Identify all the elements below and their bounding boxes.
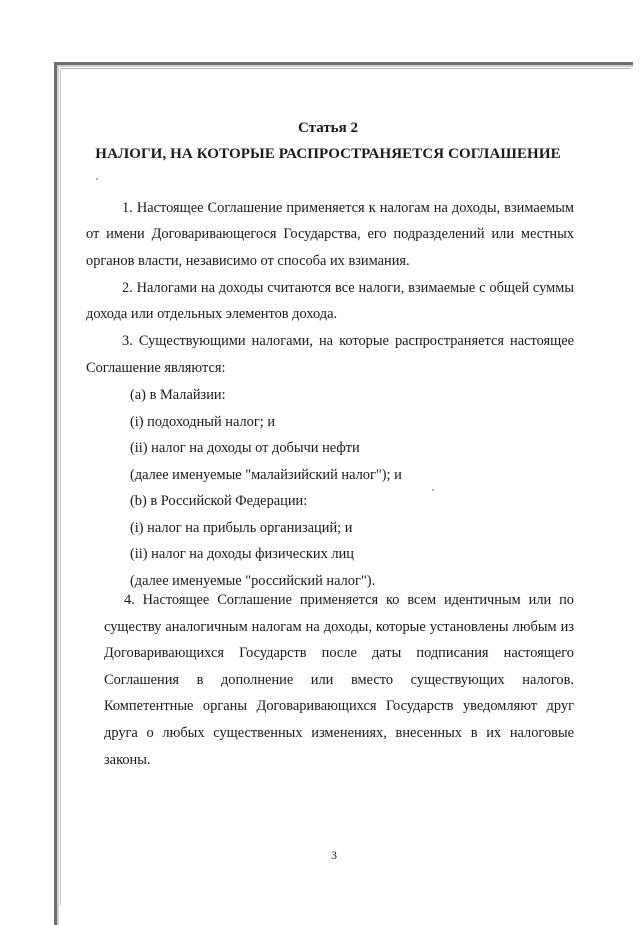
list-item-russia-personal-income-tax: (ii) налог на доходы физических лиц: [130, 546, 354, 563]
scan-speck: [96, 178, 98, 180]
paragraph-3: 3. Существующими налогами, на которые распространяется настоящее Соглашение являются:: [86, 333, 574, 376]
page-number: 3: [331, 848, 337, 862]
list-item-russia-tax-definition: (далее именуемые "российский налог").: [130, 572, 376, 589]
article-body: [86, 195, 574, 594]
article-title: НАЛОГИ, НА КОТОРЫЕ РАСПРОСТРАНЯЕТСЯ СОГЛАШЕНИЕ: [95, 146, 561, 162]
paragraph-4: 4. Настоящее Соглашение применяется ко всем идентичным или по существу аналогичным налогам на доходы, которые установлены любым из Договаривающихся Государств после даты подписания настоящего Соглашения в дополнение или вместо существующих налогов. Компетентные органы Договаривающихся Государств уведомляют друг друга о любых существенных изменениях, внесенных в их налоговые законы.: [104, 592, 574, 768]
list-item-russia-profit-tax: (i) налог на прибыль организаций; и: [130, 519, 353, 536]
list-item-russia: (b) в Российской Федерации:: [130, 493, 308, 510]
paragraph-2: 2. Налогами на доходы считаются все налоги, взимаемые с общей суммы дохода или отдельных элементов дохода.: [86, 279, 574, 323]
list-item-malaysia-income-tax: (i) подоходный налог; и: [130, 413, 276, 430]
article-body-continued: [104, 587, 574, 773]
paragraph-1: 1. Настоящее Соглашение применяется к налогам на доходы, взимаемым от имени Договаривающегося Государства, его подразделений или местных органов власти, независимо от способа их взимания.: [86, 200, 574, 269]
list-item-malaysia-tax-definition: (далее именуемые "малайзийский налог"); и: [130, 466, 402, 483]
article-number: Статья 2: [298, 120, 358, 136]
list-item-malaysia: (a) в Малайзии:: [130, 387, 226, 404]
list-item-malaysia-petroleum-tax: (ii) налог на доходы от добычи нефти: [130, 440, 360, 457]
scan-speck: [432, 489, 434, 491]
